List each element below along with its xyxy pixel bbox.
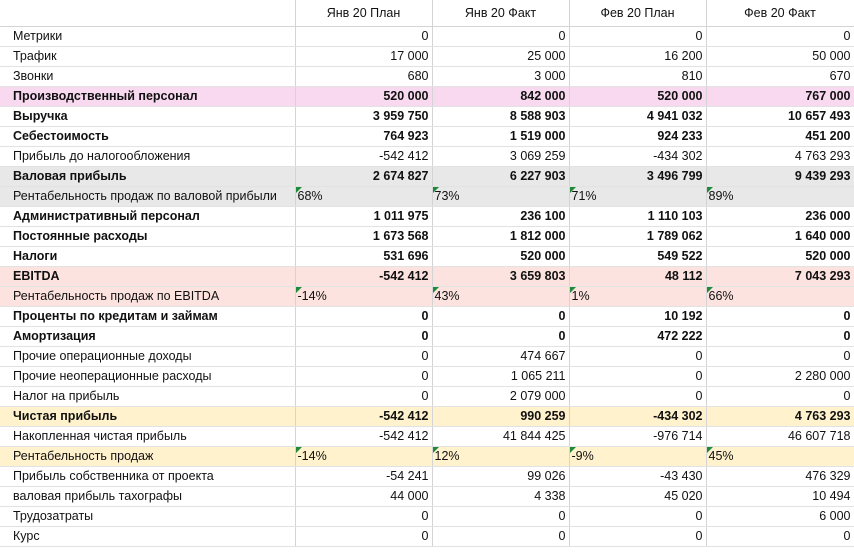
cell-jan-fact[interactable]: 236 100 [432, 207, 569, 227]
cell-jan-fact[interactable]: 0 [432, 327, 569, 347]
cell-jan-fact[interactable]: 99 026 [432, 467, 569, 487]
cell-jan-fact[interactable]: 0 [432, 507, 569, 527]
cell-feb-fact[interactable]: 2 280 000 [706, 367, 854, 387]
row-label-cell[interactable]: Валовая прибыль [0, 167, 295, 187]
cell-jan-fact[interactable]: 990 259 [432, 407, 569, 427]
header-row [0, 0, 854, 27]
cell-feb-plan[interactable]: 10 192 [569, 307, 706, 327]
cell-feb-plan[interactable]: 0 [569, 27, 706, 47]
cell-jan-fact[interactable]: 8 588 903 [432, 107, 569, 127]
cell-jan-plan[interactable]: 680 [295, 67, 432, 87]
cell-feb-fact[interactable]: 236 000 [706, 207, 854, 227]
cell-jan-plan[interactable]: 3 959 750 [295, 107, 432, 127]
cell-feb-plan[interactable]: 924 233 [569, 127, 706, 147]
cell-jan-plan[interactable]: 1 011 975 [295, 207, 432, 227]
row-label-cell[interactable]: EBITDA [0, 267, 295, 287]
row-label-cell[interactable]: Производственный персонал [0, 87, 295, 107]
cell-feb-plan[interactable]: 810 [569, 67, 706, 87]
row-label-cell[interactable]: Метрики [0, 27, 295, 47]
cell-jan-plan[interactable]: -542 412 [295, 147, 432, 167]
row-label-cell[interactable]: Амортизация [0, 327, 295, 347]
cell-jan-fact[interactable]: 3 069 259 [432, 147, 569, 167]
table-row [0, 447, 854, 467]
cell-feb-plan[interactable]: 71% [569, 187, 706, 207]
table-row [0, 507, 854, 527]
cell-feb-plan[interactable]: 48 112 [569, 267, 706, 287]
row-label-cell[interactable]: Налог на прибыль [0, 387, 295, 407]
table-row [0, 67, 854, 87]
row-label-cell[interactable]: Курс [0, 527, 295, 547]
cell-jan-plan[interactable]: 764 923 [295, 127, 432, 147]
table-row [0, 227, 854, 247]
cell-jan-plan[interactable]: 0 [295, 27, 432, 47]
cell-feb-plan[interactable]: 0 [569, 507, 706, 527]
cell-jan-plan[interactable]: -542 412 [295, 407, 432, 427]
cell-feb-plan[interactable]: 45 020 [569, 487, 706, 507]
cell-jan-fact[interactable]: 3 659 803 [432, 267, 569, 287]
cell-feb-plan[interactable]: 3 496 799 [569, 167, 706, 187]
cell-feb-fact[interactable]: 0 [706, 27, 854, 47]
cell-feb-fact[interactable]: 451 200 [706, 127, 854, 147]
cell-feb-fact[interactable]: 767 000 [706, 87, 854, 107]
cell-jan-plan[interactable]: 531 696 [295, 247, 432, 267]
row-label-cell[interactable]: Прочие операционные доходы [0, 347, 295, 367]
row-label-cell[interactable]: Налоги [0, 247, 295, 267]
table-row [0, 87, 854, 107]
cell-jan-plan[interactable]: 68% [295, 187, 432, 207]
cell-feb-fact[interactable]: 520 000 [706, 247, 854, 267]
cell-feb-fact[interactable]: 9 439 293 [706, 167, 854, 187]
table-row [0, 287, 854, 307]
header-feb-plan[interactable]: Фев 20 План [569, 0, 706, 27]
table-row [0, 527, 854, 547]
cell-jan-fact[interactable]: 4 338 [432, 487, 569, 507]
row-label-cell[interactable]: Прибыль до налогообложения [0, 147, 295, 167]
table-row [0, 147, 854, 167]
table-body [0, 27, 854, 547]
cell-jan-plan[interactable]: 2 674 827 [295, 167, 432, 187]
cell-feb-plan[interactable]: 1% [569, 287, 706, 307]
table-row [0, 347, 854, 367]
cell-jan-fact[interactable]: 12% [432, 447, 569, 467]
table-row [0, 307, 854, 327]
cell-jan-fact[interactable]: 474 667 [432, 347, 569, 367]
cell-jan-fact[interactable]: 0 [432, 527, 569, 547]
cell-feb-fact[interactable]: 0 [706, 527, 854, 547]
cell-jan-fact[interactable]: 73% [432, 187, 569, 207]
table-row [0, 107, 854, 127]
cell-feb-fact[interactable]: 50 000 [706, 47, 854, 67]
cell-feb-plan[interactable]: -43 430 [569, 467, 706, 487]
cell-feb-fact[interactable]: 45% [706, 447, 854, 467]
header-jan-plan[interactable]: Янв 20 План [295, 0, 432, 27]
cell-jan-plan[interactable]: 17 000 [295, 47, 432, 67]
cell-jan-fact[interactable]: 0 [432, 27, 569, 47]
row-label-cell[interactable]: Проценты по кредитам и займам [0, 307, 295, 327]
table-row [0, 247, 854, 267]
cell-feb-plan[interactable]: 520 000 [569, 87, 706, 107]
cell-feb-fact[interactable]: 4 763 293 [706, 407, 854, 427]
cell-feb-plan[interactable]: 0 [569, 527, 706, 547]
cell-feb-fact[interactable]: 0 [706, 307, 854, 327]
table-row [0, 187, 854, 207]
header-feb-fact[interactable]: Фев 20 Факт [706, 0, 854, 27]
cell-jan-plan[interactable]: -542 412 [295, 267, 432, 287]
cell-feb-fact[interactable]: 46 607 718 [706, 427, 854, 447]
cell-jan-plan[interactable]: 0 [295, 307, 432, 327]
cell-jan-fact[interactable]: 6 227 903 [432, 167, 569, 187]
row-label-cell[interactable]: Рентабельность продаж по валовой прибыли [0, 187, 295, 207]
row-label-cell[interactable]: Трудозатраты [0, 507, 295, 527]
table-row [0, 367, 854, 387]
header-jan-fact[interactable]: Янв 20 Факт [432, 0, 569, 27]
row-label-cell[interactable]: Прочие неоперационные расходы [0, 367, 295, 387]
table-row [0, 47, 854, 67]
cell-feb-plan[interactable]: -434 302 [569, 147, 706, 167]
cell-feb-plan[interactable]: 4 941 032 [569, 107, 706, 127]
cell-jan-plan[interactable]: 0 [295, 527, 432, 547]
cell-feb-fact[interactable]: 0 [706, 387, 854, 407]
cell-jan-fact[interactable]: 0 [432, 307, 569, 327]
cell-jan-plan[interactable]: -54 241 [295, 467, 432, 487]
cell-jan-fact[interactable]: 2 079 000 [432, 387, 569, 407]
cell-feb-fact[interactable]: 4 763 293 [706, 147, 854, 167]
cell-jan-fact[interactable]: 1 065 211 [432, 367, 569, 387]
table-row [0, 207, 854, 227]
cell-feb-plan[interactable]: 549 522 [569, 247, 706, 267]
row-label-cell[interactable]: Чистая прибыль [0, 407, 295, 427]
cell-feb-fact[interactable]: 66% [706, 287, 854, 307]
row-label-cell[interactable]: Выручка [0, 107, 295, 127]
cell-feb-plan[interactable]: -9% [569, 447, 706, 467]
cell-feb-plan[interactable]: 0 [569, 387, 706, 407]
table-row [0, 467, 854, 487]
cell-feb-plan[interactable]: 16 200 [569, 47, 706, 67]
table-row [0, 267, 854, 287]
row-label-cell[interactable]: Рентабельность продаж [0, 447, 295, 467]
row-label-cell[interactable]: Рентабельность продаж по EBITDA [0, 287, 295, 307]
cell-jan-fact[interactable]: 1 519 000 [432, 127, 569, 147]
cell-jan-fact[interactable]: 41 844 425 [432, 427, 569, 447]
cell-jan-plan[interactable]: 520 000 [295, 87, 432, 107]
table-row [0, 127, 854, 147]
cell-jan-fact[interactable]: 1 812 000 [432, 227, 569, 247]
cell-jan-plan[interactable]: 0 [295, 387, 432, 407]
cell-feb-plan[interactable]: 1 789 062 [569, 227, 706, 247]
table-row [0, 387, 854, 407]
cell-jan-plan[interactable]: 0 [295, 507, 432, 527]
cell-feb-plan[interactable]: 0 [569, 347, 706, 367]
cell-jan-plan[interactable]: 0 [295, 347, 432, 367]
cell-feb-fact[interactable]: 89% [706, 187, 854, 207]
cell-feb-fact[interactable]: 6 000 [706, 507, 854, 527]
cell-feb-fact[interactable]: 0 [706, 327, 854, 347]
row-label-cell[interactable]: валовая прибыль тахографы [0, 487, 295, 507]
header-corner[interactable] [0, 0, 295, 27]
row-label-cell[interactable]: Постоянные расходы [0, 227, 295, 247]
cell-jan-plan[interactable]: 0 [295, 327, 432, 347]
row-label-cell[interactable]: Звонки [0, 67, 295, 87]
cell-feb-fact[interactable]: 10 657 493 [706, 107, 854, 127]
cell-jan-plan[interactable]: -542 412 [295, 427, 432, 447]
cell-jan-plan[interactable]: 0 [295, 367, 432, 387]
cell-feb-fact[interactable]: 7 043 293 [706, 267, 854, 287]
cell-feb-plan[interactable]: 0 [569, 367, 706, 387]
cell-feb-plan[interactable]: -976 714 [569, 427, 706, 447]
cell-jan-fact[interactable]: 43% [432, 287, 569, 307]
cell-feb-fact[interactable]: 476 329 [706, 467, 854, 487]
table-row [0, 487, 854, 507]
cell-jan-plan[interactable]: -14% [295, 287, 432, 307]
row-label-cell[interactable]: Административный персонал [0, 207, 295, 227]
cell-jan-fact[interactable]: 520 000 [432, 247, 569, 267]
table-row [0, 427, 854, 447]
cell-feb-fact[interactable]: 0 [706, 347, 854, 367]
cell-jan-fact[interactable]: 842 000 [432, 87, 569, 107]
cell-feb-plan[interactable]: 472 222 [569, 327, 706, 347]
table-row [0, 167, 854, 187]
cell-feb-plan[interactable]: 1 110 103 [569, 207, 706, 227]
cell-jan-fact[interactable]: 3 000 [432, 67, 569, 87]
cell-jan-fact[interactable]: 25 000 [432, 47, 569, 67]
cell-feb-plan[interactable]: -434 302 [569, 407, 706, 427]
table-row [0, 27, 854, 47]
row-label-cell[interactable]: Трафик [0, 47, 295, 67]
cell-jan-plan[interactable]: 1 673 568 [295, 227, 432, 247]
row-label-cell[interactable]: Накопленная чистая прибыль [0, 427, 295, 447]
cell-jan-plan[interactable]: 44 000 [295, 487, 432, 507]
cell-feb-fact[interactable]: 1 640 000 [706, 227, 854, 247]
row-label-cell[interactable]: Прибыль собственника от проекта [0, 467, 295, 487]
table-row [0, 327, 854, 347]
table-row [0, 407, 854, 427]
row-label-cell[interactable]: Себестоимость [0, 127, 295, 147]
cell-jan-plan[interactable]: -14% [295, 447, 432, 467]
cell-feb-fact[interactable]: 10 494 [706, 487, 854, 507]
cell-feb-fact[interactable]: 670 [706, 67, 854, 87]
